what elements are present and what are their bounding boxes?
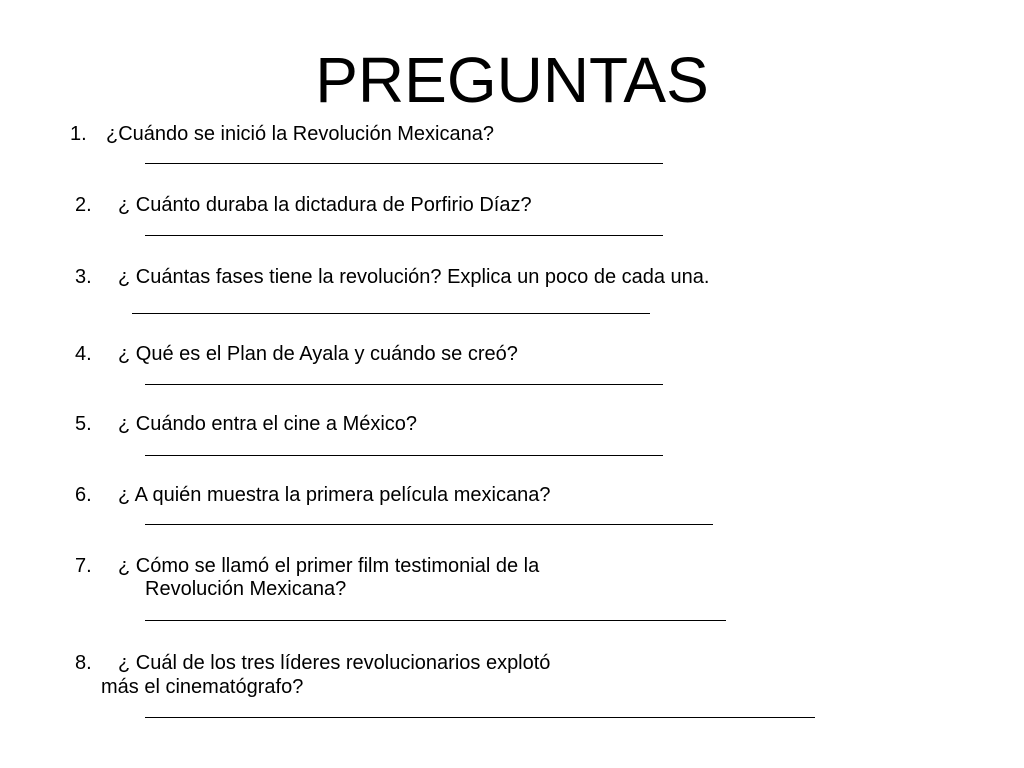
question-3-text: ¿ Cuántas fases tiene la revolución? Explica un poco de cada una. (118, 266, 710, 288)
question-6-answer-line[interactable] (145, 524, 713, 525)
question-6-number: 6. (75, 484, 92, 506)
page-title: PREGUNTAS (315, 44, 709, 116)
question-5-answer-line[interactable] (145, 455, 663, 456)
question-3-number: 3. (75, 266, 92, 288)
question-8-number: 8. (75, 652, 92, 674)
question-8-text: ¿ Cuál de los tres líderes revolucionarios explotó (118, 652, 551, 674)
question-4-text: ¿ Qué es el Plan de Ayala y cuándo se creó? (118, 343, 518, 365)
question-5-number: 5. (75, 413, 92, 435)
question-7-number: 7. (75, 555, 92, 577)
question-2-number: 2. (75, 194, 92, 216)
question-8-answer-line[interactable] (145, 717, 815, 718)
question-2-answer-line[interactable] (145, 235, 663, 236)
question-4-answer-line[interactable] (145, 384, 663, 385)
question-1-answer-line[interactable] (145, 163, 663, 164)
question-7-answer-line[interactable] (145, 620, 726, 621)
question-6-text: ¿ A quién muestra la primera película mexicana? (118, 484, 551, 506)
question-4-number: 4. (75, 343, 92, 365)
question-7-text: ¿ Cómo se llamó el primer film testimonial de la (118, 555, 540, 577)
question-5-text: ¿ Cuándo entra el cine a México? (118, 413, 418, 435)
question-2-text: ¿ Cuánto duraba la dictadura de Porfirio Díaz? (118, 194, 532, 216)
question-7-text-continued: Revolución Mexicana? (145, 578, 347, 600)
question-3-answer-line[interactable] (132, 313, 650, 314)
question-1-number: 1. (70, 123, 87, 145)
question-1-text: ¿Cuándo se inició la Revolución Mexicana? (106, 123, 494, 145)
question-8-text-continued: más el cinematógrafo? (101, 676, 304, 698)
